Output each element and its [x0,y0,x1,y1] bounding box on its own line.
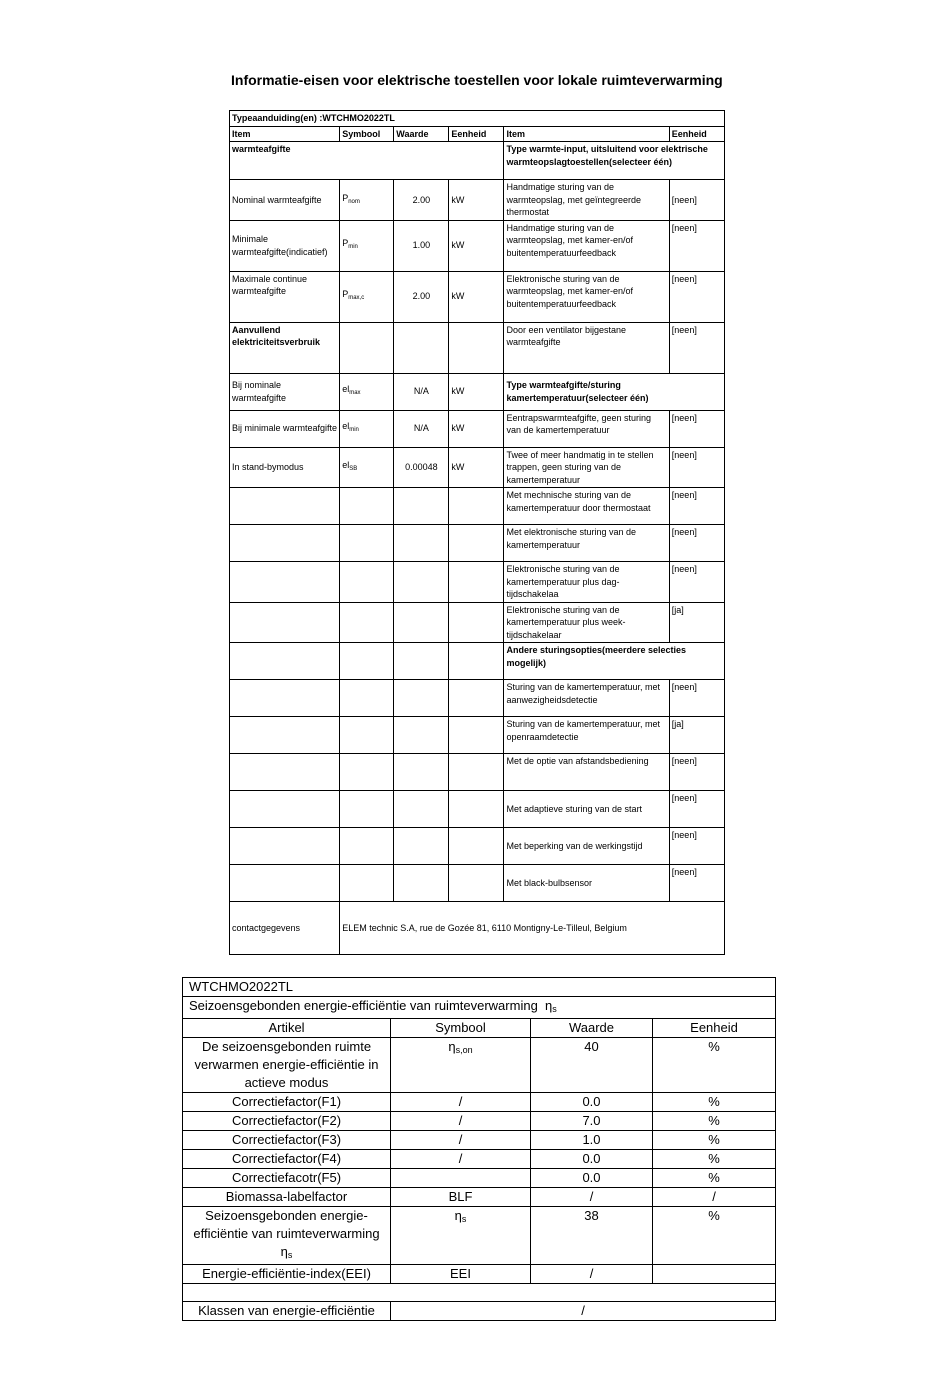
item-pmax: Maximale continue warmteafgifte [230,271,340,322]
empty-cell [394,791,449,828]
empty-cell [230,828,340,865]
empty-cell [230,680,340,717]
empty-cell [340,602,394,643]
option-value: [neen] [669,562,724,603]
empty-cell [230,791,340,828]
artikel-f4: Correctiefactor(F4) [183,1150,391,1169]
symbol-blf: BLF [391,1188,531,1207]
artikel-eta-son: De seizoensgebonden ruimte verwarmen energie-efficiëntie in actieve modus [183,1038,391,1093]
header-symbool: Symbool [340,126,394,142]
empty-cell [449,865,504,902]
header-item: Item [230,126,340,142]
symbol-pmin: $P_{min}$ [340,220,394,271]
unit-elmax: kW [449,373,504,410]
artikel-f1: Correctiefactor(F1) [183,1093,391,1112]
empty-cell [230,865,340,902]
empty-cell [394,602,449,643]
value-elmax: N/A [394,373,449,410]
table2-subtitle: Seizoensgebonden energie-efficiëntie van ruimteverwarming $\eta_s$ [183,997,776,1019]
empty-cell [449,791,504,828]
item-elmin: Bij minimale warmteafgifte [230,410,340,447]
empty-cell [340,828,394,865]
option-value: [neen] [669,828,724,865]
unit-eei [653,1265,776,1284]
option-item: Handmatige sturing van de warmteopslag, met geïntegreerde thermostat [504,180,669,221]
option-item: Elektronische sturing van de kamertemperatuur plus dag-tijdschakelaa [504,562,669,603]
klassen-label: Klassen van energie-efficiëntie [183,1302,391,1321]
option-item: Twee of meer handmatig in te stellen trappen, geen sturing van de kamertemperatuur [504,447,669,488]
option-value: [neen] [669,791,724,828]
empty-cell [230,754,340,791]
header-symbool: Symbool [391,1019,531,1038]
option-value: [ja] [669,717,724,754]
header-eenheid: Eenheid [653,1019,776,1038]
symbol-pmax: $P_{max,c}$ [340,271,394,322]
artikel-f2: Correctiefactor(F2) [183,1112,391,1131]
empty-cell [449,488,504,525]
value-elmin: N/A [394,410,449,447]
symbol-f4: / [391,1150,531,1169]
header-waarde: Waarde [394,126,449,142]
option-item: Met adaptieve sturing van de start [504,791,669,828]
value-pnom: 2.00 [394,180,449,221]
unit-f1: % [653,1093,776,1112]
type-designation: Typeaanduiding(en) :WTCHMO2022TL [230,111,725,127]
empty-cell [394,322,449,373]
spacer-row [183,1284,776,1302]
value-eta-s: 38 [531,1207,653,1265]
page-title: Informatie-eisen voor elektrische toestellen voor lokale ruimteverwarming [231,72,723,88]
empty-cell [340,643,394,680]
unit-elmin: kW [449,410,504,447]
empty-cell [230,643,340,680]
option-value: [neen] [669,410,724,447]
section-type-afgifte: Type warmteafgifte/sturing kamertemperatuur(selecteer één) [504,373,725,410]
value-pmin: 1.00 [394,220,449,271]
unit-f4: % [653,1150,776,1169]
header-artikel: Artikel [183,1019,391,1038]
seasonal-efficiency-table [182,977,776,1321]
empty-cell [340,680,394,717]
empty-cell [230,562,340,603]
empty-cell [340,525,394,562]
value-blf: / [531,1188,653,1207]
empty-cell [449,717,504,754]
unit-f5: % [653,1169,776,1188]
empty-cell [394,643,449,680]
model-designation: WTCHMO2022TL [183,978,776,997]
empty-cell [340,791,394,828]
empty-cell [340,322,394,373]
contact-value: ELEM technic S.A, rue de Gozée 81, 6110 Montigny-Le-Tilleul, Belgium [340,902,725,955]
item-elmax: Bij nominale warmteafgifte [230,373,340,410]
empty-cell [394,828,449,865]
header-waarde: Waarde [531,1019,653,1038]
item-elsb: In stand-bymodus [230,447,340,488]
value-eei: / [531,1265,653,1284]
value-eta-son: 40 [531,1038,653,1093]
empty-cell [449,754,504,791]
empty-cell [394,488,449,525]
symbol-eta-son: $\eta_{s,on}$ [391,1038,531,1093]
empty-cell [394,717,449,754]
option-value: [neen] [669,754,724,791]
empty-cell [340,488,394,525]
header-eenheid-right: Eenheid [669,126,724,142]
unit-pmax: kW [449,271,504,322]
value-pmax: 2.00 [394,271,449,322]
artikel-blf: Biomassa-labelfactor [183,1188,391,1207]
empty-cell [394,865,449,902]
symbol-eei: EEI [391,1265,531,1284]
empty-cell [340,754,394,791]
unit-blf: / [653,1188,776,1207]
option-item: Met beperking van de werkingstijd [504,828,669,865]
empty-cell [394,754,449,791]
option-value: [neen] [669,488,724,525]
empty-cell [449,525,504,562]
artikel-f5: Correctiefacotr(F5) [183,1169,391,1188]
empty-cell [394,680,449,717]
option-item: Met elektronische sturing van de kamertemperatuur [504,525,669,562]
value-f5: 0.0 [531,1169,653,1188]
symbol-f2: / [391,1112,531,1131]
option-item: Met mechnische sturing van de kamertemperatuur door thermostaat [504,488,669,525]
artikel-eei: Energie-efficiëntie-index(EEI) [183,1265,391,1284]
option-value: [ja] [669,602,724,643]
unit-elsb: kW [449,447,504,488]
option-item: Elektronische sturing van de kamertemperatuur plus week-tijdschakelaar [504,602,669,643]
contact-label: contactgegevens [230,902,340,955]
information-requirements-table [229,110,725,955]
empty-cell [230,602,340,643]
option-item: Sturing van de kamertemperatuur, met openraamdetectie [504,717,669,754]
empty-cell [449,680,504,717]
value-elsb: 0.00048 [394,447,449,488]
item-pmin: Minimale warmteafgifte(indicatief) [230,220,340,271]
unit-f3: % [653,1131,776,1150]
symbol-elmax: $el_{max}$ [340,373,394,410]
empty-cell [394,525,449,562]
unit-eta-son: % [653,1038,776,1093]
header-eenheid: Eenheid [449,126,504,142]
unit-eta-s: % [653,1207,776,1265]
option-value: [neen] [669,865,724,902]
artikel-f3: Correctiefactor(F3) [183,1131,391,1150]
section-aanvullend: Aanvullend elektriciteitsverbruik [230,322,340,373]
option-value: [neen] [669,220,724,271]
symbol-elsb: $el_{SB}$ [340,447,394,488]
klassen-value: / [391,1302,776,1321]
option-item: Handmatige sturing van de warmteopslag, met kamer-en/of buitentemperatuurfeedback [504,220,669,271]
option-item: Met black-bulbsensor [504,865,669,902]
option-value: [neen] [669,271,724,322]
empty-cell [340,562,394,603]
symbol-elmin: $el_{min}$ [340,410,394,447]
section-andere: Andere sturingsopties(meerdere selecties mogelijk) [504,643,725,680]
option-item: Eentrapswarmteafgifte, geen sturing van de kamertemperatuur [504,410,669,447]
value-f2: 7.0 [531,1112,653,1131]
empty-cell [449,602,504,643]
empty-cell [449,562,504,603]
option-item: Door een ventilator bijgestane warmteafgifte [504,322,669,373]
empty-cell [230,525,340,562]
empty-cell [230,488,340,525]
option-item: Sturing van de kamertemperatuur, met aanwezigheidsdetectie [504,680,669,717]
option-item: Elektronische sturing van de warmteopslag, met kamer-en/of buitentemperatuurfeedback [504,271,669,322]
value-f4: 0.0 [531,1150,653,1169]
option-value: [neen] [669,180,724,221]
empty-cell [340,717,394,754]
section-warmteafgifte: warmteafgifte [230,142,504,180]
symbol-pnom: $P_{nom}$ [340,180,394,221]
value-f3: 1.0 [531,1131,653,1150]
header-item-right: Item [504,126,669,142]
symbol-eta-s: $\eta_s$ [391,1207,531,1265]
symbol-f5 [391,1169,531,1188]
option-item: Met de optie van afstandsbediening [504,754,669,791]
section-type-input: Type warmte-input, uitsluitend voor elektrische warmteopslagtoestellen(selecteer één) [504,142,725,180]
empty-cell [449,828,504,865]
empty-cell [449,322,504,373]
option-value: [neen] [669,322,724,373]
unit-pmin: kW [449,220,504,271]
value-f1: 0.0 [531,1093,653,1112]
unit-pnom: kW [449,180,504,221]
option-value: [neen] [669,525,724,562]
symbol-f1: / [391,1093,531,1112]
empty-cell [394,562,449,603]
option-value: [neen] [669,447,724,488]
empty-cell [340,865,394,902]
empty-cell [230,717,340,754]
option-value: [neen] [669,680,724,717]
item-pnom: Nominal warmteafgifte [230,180,340,221]
artikel-eta-s: Seizoensgebonden energie-efficiëntie van ruimteverwarming $\eta_s$ [183,1207,391,1265]
unit-f2: % [653,1112,776,1131]
symbol-f3: / [391,1131,531,1150]
empty-cell [449,643,504,680]
